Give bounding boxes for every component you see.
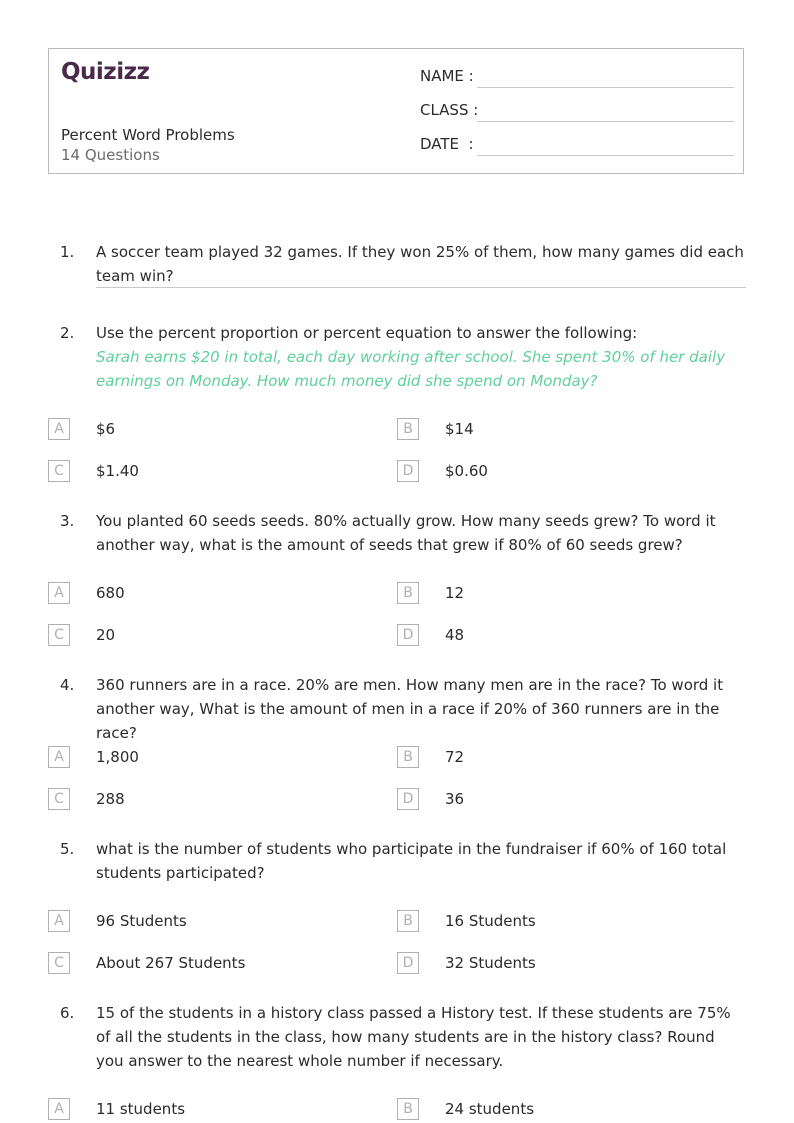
option-letter: B [397,910,419,932]
question-number: 6. [60,1004,75,1022]
option-text: 96 Students [96,912,187,930]
question-scenario: Sarah earns $20 in total, each day working after school. She spent 30% of her daily earnings on Monday. How much money did she spend on Monday? [96,348,726,390]
option-letter: A [48,1098,70,1120]
option-text: $6 [96,420,116,438]
option-text: $14 [445,420,474,438]
option-letter: A [48,418,70,440]
option-text: 48 [445,626,465,644]
question-count: 14 Questions [61,146,160,164]
question-number: 1. [60,243,75,261]
quizizz-logo: Quizizz [61,59,150,85]
option-text: About 267 Students [96,954,246,972]
question-text: what is the number of students who participate in the fundraiser if 60% of 160 total students participated? [96,840,727,882]
worksheet-title: Percent Word Problems [61,126,235,144]
name-label: NAME : [420,67,474,85]
question-number: 4. [60,676,75,694]
option-letter: A [48,746,70,768]
option-text: 32 Students [445,954,536,972]
question-text: You planted 60 seeds seeds. 80% actually grow. How many seeds grew? To word it another way, what is the amount of seeds that grew if 80% of 60 seeds grew? [96,512,716,554]
question-text: Use the percent proportion or percent equation to answer the following: [96,324,638,342]
option-letter: D [397,460,419,482]
option-letter: D [397,788,419,810]
question-number: 5. [60,840,75,858]
question-number: 3. [60,512,75,530]
option-text: 1,800 [96,748,139,766]
class-line [477,121,734,122]
question-text: 360 runners are in a race. 20% are men. How many men are in the race? To word it another way, What is the amount of men in a race if 20% of 360 runners are in the race? [96,676,724,742]
option-letter: C [48,460,70,482]
option-text: 36 [445,790,465,808]
option-letter: A [48,582,70,604]
option-text: 288 [96,790,125,808]
option-letter: A [48,910,70,932]
worksheet-header [48,48,744,174]
name-field[interactable] [420,67,734,91]
option-text: 12 [445,584,465,602]
class-field[interactable] [420,101,734,125]
option-text: $1.40 [96,462,139,480]
question-number: 2. [60,324,75,342]
option-text: 16 Students [445,912,536,930]
option-letter: D [397,624,419,646]
option-text: 680 [96,584,125,602]
date-label: DATE : [420,135,474,153]
question-text: 15 of the students in a history class passed a History test. If these students are 75% of all the students in the class, how many students are in the history class? Round you answer to the nearest whole number if necessary. [96,1004,731,1070]
option-letter: C [48,624,70,646]
option-letter: C [48,952,70,974]
class-label: CLASS : [420,101,479,119]
option-letter: B [397,582,419,604]
name-line [477,87,734,88]
question-body [96,321,744,393]
option-letter: B [397,418,419,440]
option-text: 72 [445,748,465,766]
option-letter: B [397,746,419,768]
date-line [477,155,734,156]
question-text: A soccer team played 32 games. If they won 25% of them, how many games did each team win? [96,243,744,285]
option-letter: D [397,952,419,974]
option-text: 20 [96,626,116,644]
option-text: $0.60 [445,462,488,480]
option-letter: C [48,788,70,810]
option-text: 11 students [96,1100,186,1118]
option-letter: B [397,1098,419,1120]
answer-line[interactable] [96,287,746,288]
option-text: 24 students [445,1100,535,1118]
date-field[interactable] [420,135,734,159]
